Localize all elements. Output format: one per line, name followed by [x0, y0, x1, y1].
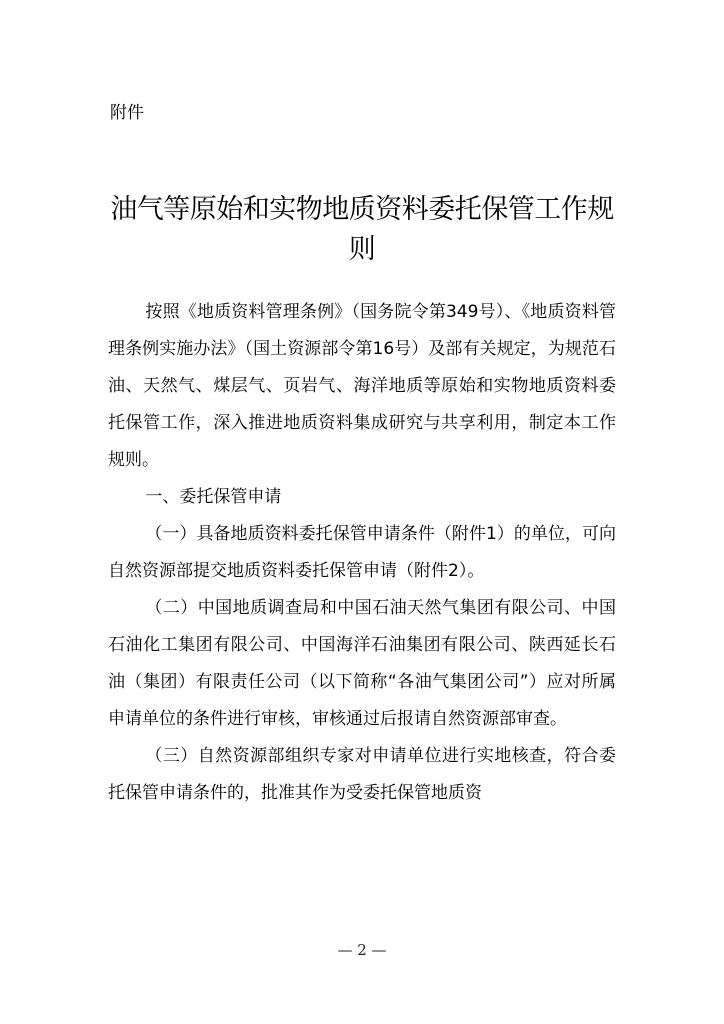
- page-number: — 2 —: [337, 941, 387, 959]
- paragraph-item-3: （三）自然资源部组织专家对申请单位进行实地核查，符合委托保管申请条件的，批准其作为受委托保管地质资: [108, 746, 616, 803]
- paragraph-intro: 按照《地质资料管理条例》（国务院令第349号）、《地质资料管理条例实施办法》（国土资源部令第16号）及部有关规定，为规范石油、天然气、煤层气、页岩气、海洋地质等原始和实物地质资料委托保管工作，深入推进地质资料集成研究与共享利用，制定本工作规则。: [108, 302, 616, 470]
- paragraph-item-2: （二）中国地质调查局和中国石油天然气集团有限公司、中国石油化工集团有限公司、中国海洋石油集团有限公司、陕西延长石油（集团）有限责任公司（以下简称“各油气集团公司”）应对所属申请单位的条件进行审核，审核通过后报请自然资源部审查。: [108, 598, 616, 729]
- paragraph-item-1: （一）具备地质资料委托保管申请条件（附件1）的单位，可向自然资源部提交地质资料委托保管申请（附件2）。: [108, 524, 616, 581]
- document-title: 油气等原始和实物地质资料委托保管工作规则: [110, 194, 614, 265]
- section-heading-1: 一、委托保管申请: [145, 487, 282, 507]
- attachment-label: 附件: [110, 103, 144, 123]
- document-body: [108, 294, 616, 812]
